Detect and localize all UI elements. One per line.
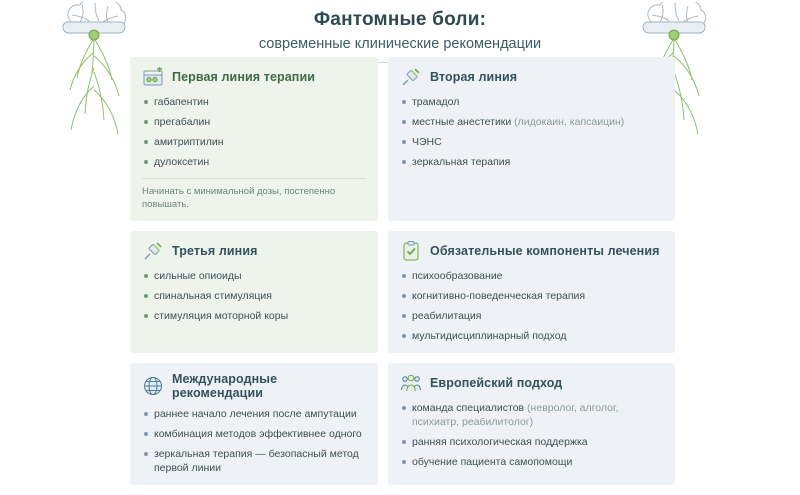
list-item: сильные опиоиды bbox=[142, 269, 366, 283]
card-items bbox=[400, 269, 663, 343]
cards-row bbox=[130, 363, 675, 485]
clipboard-check-icon bbox=[400, 240, 422, 262]
list-item: габапентин bbox=[142, 95, 366, 109]
list-item: обучение пациента самопомощи bbox=[400, 455, 663, 469]
list-item-note: (лидокаин, капсаицин) bbox=[511, 116, 625, 128]
card-title: Международные рекомендации bbox=[172, 372, 278, 400]
list-item: дулоксетин bbox=[142, 155, 366, 169]
card-header bbox=[400, 240, 663, 262]
list-item: прегабалин bbox=[142, 115, 366, 129]
card-title: Первая линия терапии bbox=[172, 70, 316, 84]
card-international-recommendations[interactable] bbox=[130, 363, 378, 485]
card-european-approach[interactable] bbox=[388, 363, 675, 485]
card-title: Вторая линия bbox=[430, 70, 518, 84]
cards-row bbox=[130, 57, 675, 221]
list-item: мультидисциплинарный подход bbox=[400, 329, 663, 343]
list-item: психообразование bbox=[400, 269, 663, 283]
cards-grid bbox=[130, 57, 675, 495]
card-items bbox=[400, 95, 663, 169]
card-third-line[interactable] bbox=[130, 231, 378, 353]
list-item: реабилитация bbox=[400, 309, 663, 323]
list-item: стимуляция моторной коры bbox=[142, 309, 366, 323]
list-item: амитриптилин bbox=[142, 135, 366, 149]
card-items bbox=[400, 401, 663, 469]
team-of-specialists-icon bbox=[400, 372, 422, 394]
card-items bbox=[142, 269, 366, 323]
list-item: ранняя психологическая поддержка bbox=[400, 435, 663, 449]
card-note: Начинать с минимальной дозы, постепенно повышать. bbox=[142, 178, 366, 211]
card-first-line-therapy[interactable] bbox=[130, 57, 378, 221]
card-header bbox=[142, 66, 366, 88]
list-item-note: (невролог, алголог, психиатр, реабилитолог) bbox=[412, 402, 619, 428]
card-header bbox=[400, 372, 663, 394]
card-header bbox=[400, 66, 663, 88]
page-title: Фантомные боли: bbox=[313, 9, 487, 30]
pill-blister-icon bbox=[142, 66, 164, 88]
card-title: Обязательные компоненты лечения bbox=[430, 244, 660, 258]
list-item: раннее начало лечения после ампутации bbox=[142, 407, 366, 421]
list-item: местные анестетики (лидокаин, капсаицин) bbox=[400, 115, 663, 129]
cards-row bbox=[130, 231, 675, 353]
syringe-icon bbox=[400, 66, 422, 88]
card-header bbox=[142, 372, 366, 400]
card-title: Европейский подход bbox=[430, 376, 563, 390]
card-items bbox=[142, 95, 366, 169]
list-item: ЧЭНС bbox=[400, 135, 663, 149]
card-second-line[interactable] bbox=[388, 57, 675, 221]
card-mandatory-components[interactable] bbox=[388, 231, 675, 353]
list-item: зеркальная терапия — безопасный метод первой линии bbox=[142, 447, 366, 475]
globe-icon bbox=[142, 375, 164, 397]
card-header bbox=[142, 240, 366, 262]
page-header bbox=[0, 8, 800, 63]
page-subtitle: современные клинические рекомендации bbox=[258, 36, 542, 52]
list-item: когнитивно-поведенческая терапия bbox=[400, 289, 663, 303]
list-item: спинальная стимуляция bbox=[142, 289, 366, 303]
list-item: трамадол bbox=[400, 95, 663, 109]
syringe-icon bbox=[142, 240, 164, 262]
list-item: комбинация методов эффективнее одного bbox=[142, 427, 366, 441]
card-title: Третья линия bbox=[172, 244, 258, 258]
list-item: команда специалистов (невролог, алголог, психиатр, реабилитолог) bbox=[400, 401, 663, 429]
list-item: зеркальная терапия bbox=[400, 155, 663, 169]
card-items bbox=[142, 407, 366, 475]
